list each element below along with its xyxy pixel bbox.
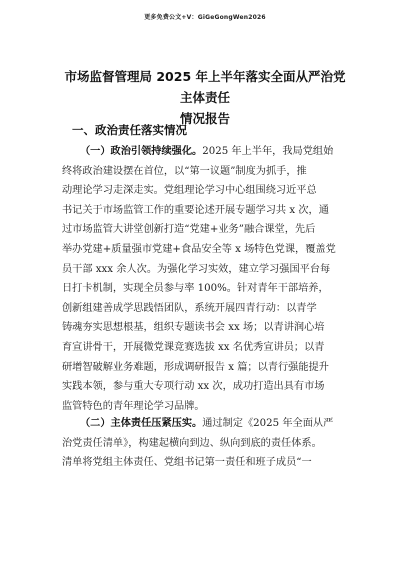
paragraph-main-responsibility bbox=[62, 414, 352, 473]
paragraph-text-line: 2025 年上半年，我局党组始 bbox=[202, 146, 334, 157]
subsection-heading: （二）主体责任压紧压实。 bbox=[80, 418, 203, 429]
paragraph-text-line: 动理论学习走深走实。党组理论学习中心组围绕习近平总 bbox=[62, 185, 317, 197]
paragraph-text-line: 研增智破解业务难题，形成调研报告 x 篇；以青行强能提升 bbox=[62, 361, 329, 373]
paragraph-text-line: 创新组建善成学思践悟团队，系统开展四青行动：以青学 bbox=[62, 302, 317, 314]
paragraph-political-leadership bbox=[62, 142, 352, 416]
paragraph-text-line: 举办党建+质量强市党建+食品安全等 x 场特色党课，覆盖党 bbox=[62, 243, 336, 255]
paragraph-text-line: 员干部 xxx 余人次。为强化学习实效，建立学习强国平台每 bbox=[62, 263, 331, 275]
paragraph-text-line: 育宣讲骨干，开展微党课竞赛选拔 xx 名优秀宣讲员；以青 bbox=[62, 341, 325, 353]
paragraph-first-line bbox=[62, 142, 352, 162]
paragraph-text-line: 日打卡机制，实现全员参与率 100%。针对青年干部培养， bbox=[62, 283, 329, 295]
paragraph-text-line: 书记关于市场监管工作的重要论述开展专题学习共 x 次，通 bbox=[62, 204, 329, 216]
paragraph-text-line: 通过制定《2025 年全面从严 bbox=[202, 418, 334, 429]
paragraph-text-line: 清单将党组主体责任、党组书记第一责任和班子成员“一 bbox=[62, 457, 312, 469]
paragraph-text-line: 终将政治建设摆在首位，以“第一议题”制度为抓手，推 bbox=[62, 165, 307, 177]
title-line-1: 市场监督管理局 2025 年上半年落实全面从严治党主体责任 bbox=[64, 69, 346, 105]
subsection-heading: （一）政治引领持续强化。 bbox=[80, 146, 203, 157]
section-heading-1: 一、政治责任落实情况 bbox=[72, 123, 187, 137]
paragraph-text-line: 铸魂夯实思想根基，组织专题读书会 xx 场；以青讲润心培 bbox=[62, 322, 325, 334]
document-title bbox=[62, 66, 348, 129]
paragraph-text-line: 监管特色的青年理论学习品牌。 bbox=[62, 400, 205, 412]
title-line-2: 情况报告 bbox=[179, 111, 230, 126]
paragraph-text-line: 实践本领，参与重大专项行动 xx 次，成功打造出具有市场 bbox=[62, 381, 325, 393]
paragraph-text-line: 过市场监管大讲堂创新打造“党建+业务”融合课堂，先后 bbox=[62, 224, 316, 236]
paragraph-text-line: 治党责任清单》，构建起横向到边、纵向到底的责任体系。 bbox=[62, 437, 322, 449]
paragraph-first-line bbox=[62, 414, 352, 434]
header-note: 更多免费公文+V：GiGeGongWen2026 bbox=[144, 14, 266, 21]
